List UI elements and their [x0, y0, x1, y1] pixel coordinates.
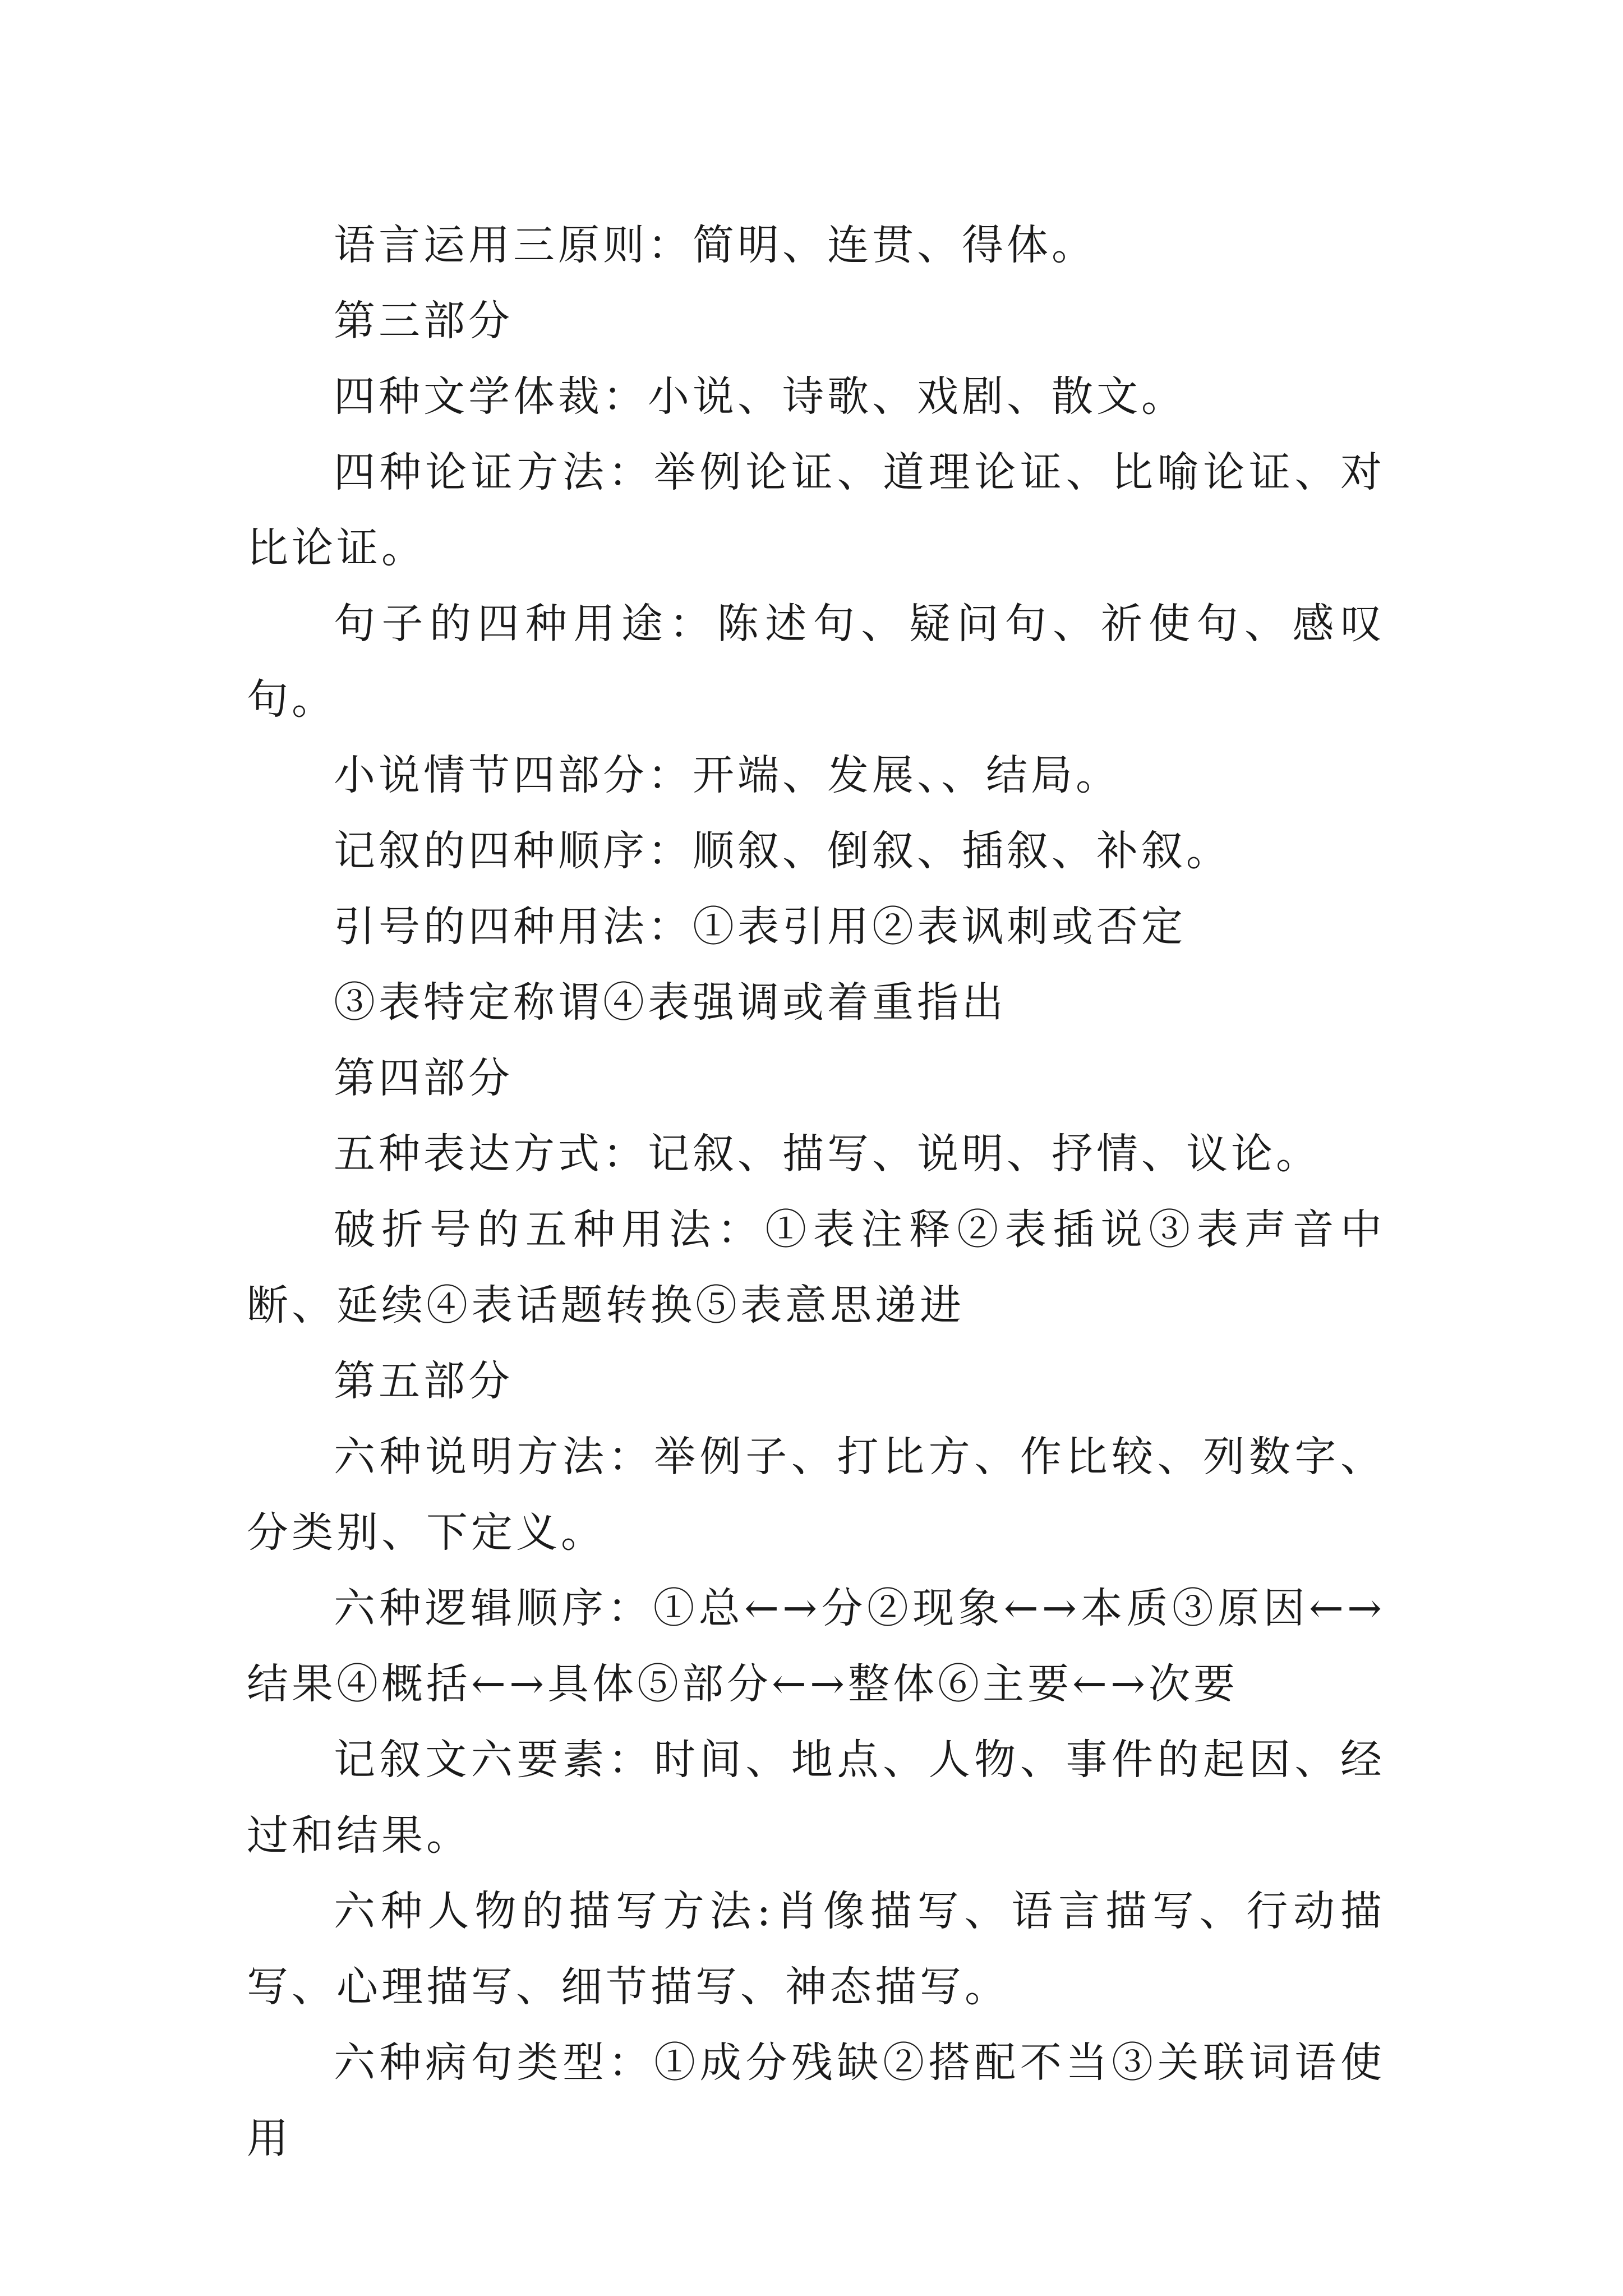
section-heading-part-three: 第三部分 — [334, 297, 513, 345]
paragraph-argument-methods: 四种论证方法：举例论证、道理论证、比喻论证、对比论证。 — [247, 448, 1385, 572]
paragraph-sentence-errors: 六种病句类型：①成分残缺②搭配不当③关联词语使用 — [247, 2039, 1385, 2162]
paragraph-literary-genres: 四种文学体裁：小说、诗歌、戏剧、散文。 — [334, 372, 1186, 421]
paragraph-plot-parts: 小说情节四部分：开端、发展、、结局。 — [334, 751, 1121, 799]
paragraph-character-description: 六种人物的描写方法:肖像描写、语言描写、行动描写、心理描写、细节描写、神态描写。 — [247, 1887, 1385, 2011]
paragraph-quotation-marks-line1: 引号的四种用法：①表引用②表讽刺或否定 — [334, 903, 1186, 951]
paragraph-sentence-uses: 句子的四种用途：陈述句、疑问句、祈使句、感叹句。 — [247, 600, 1385, 724]
paragraph-language-principles: 语言运用三原则：简明、连贯、得体。 — [334, 221, 1096, 269]
paragraph-narrative-order: 记叙的四种顺序：顺叙、倒叙、插叙、补叙。 — [334, 827, 1231, 875]
paragraph-explanation-methods: 六种说明方法：举例子、打比方、作比较、列数字、分类别、下定义。 — [247, 1433, 1385, 1557]
paragraph-logical-order: 六种逻辑顺序：①总←→分②现象←→本质③原因←→结果④概括←→具体⑤部分←→整体⑥主要←→次要 — [247, 1584, 1385, 1708]
paragraph-dash-uses: 破折号的五种用法：①表注释②表插说③表声音中断、延续④表话题转换⑤表意思递进 — [247, 1205, 1385, 1329]
section-heading-part-four: 第四部分 — [334, 1054, 513, 1102]
paragraph-expression-modes: 五种表达方式：记叙、描写、说明、抒情、议论。 — [334, 1130, 1321, 1178]
document-body — [247, 208, 1385, 2177]
paragraph-quotation-marks-line2: ③表特定称谓④表强调或着重指出 — [334, 978, 1007, 1027]
section-heading-part-five: 第五部分 — [334, 1357, 513, 1405]
paragraph-narrative-elements: 记叙文六要素：时间、地点、人物、事件的起因、经过和结果。 — [247, 1736, 1385, 1860]
